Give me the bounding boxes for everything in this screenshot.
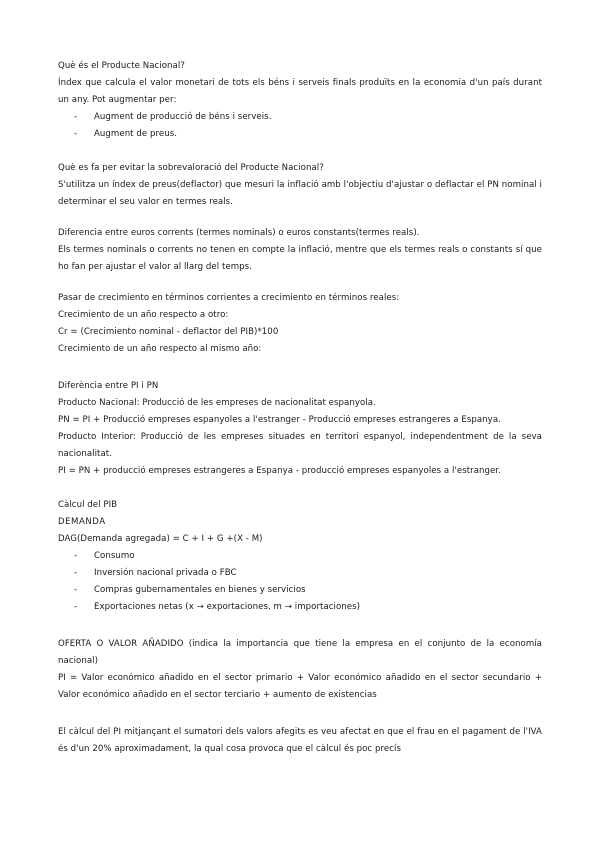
list-item: - Augment de preus. <box>74 129 178 139</box>
list-item: - Consumo <box>74 551 135 561</box>
section-title: Diferència entre PI i PN <box>58 381 159 391</box>
paragraph: El càlcul del PI mitjançant el sumatori dels valors afegits es veu afectat en que el frau en el pagament de l'IVA és d'un 20% aproximadament, la qual cosa provoca que el càlcul és poc precís <box>58 727 542 754</box>
text-line: Crecimiento de un año respecto a otro: <box>58 310 229 320</box>
section-title: Diferencia entre euros corrents (termes nominals) o euros constants(termes reals). <box>58 228 420 238</box>
section-pi-pn <box>58 378 542 480</box>
section-title: Què es fa per evitar la sobrevaloració del Producte Nacional? <box>58 163 324 173</box>
paragraph: Producto Interior: Producció de les empreses situades en territori espanyol, independentment de la seva nacionalitat. <box>58 432 542 459</box>
formula-line: Cr = (Crecimiento nominal - deflactor del PIB)*100 <box>58 327 279 337</box>
formula-paragraph: PI = Valor económico añadido en el sector primario + Valor económico añadido en el sector secundario + Valor económico añadido en el sector terciario + aumento de existencias <box>58 673 542 700</box>
section-title: OFERTA O VALOR AÑADIDO (indica la importancia que tiene la empresa en el conjunto de la economía nacional) <box>58 639 542 666</box>
text-line: Crecimiento de un año respecto al mismo año: <box>58 344 262 354</box>
paragraph: PI = PN + producció empreses estrangeres a Espanya - producció empreses espanyoles a l'estranger. <box>58 466 501 476</box>
list-item: - Augment de producció de béns i serveis. <box>74 112 272 122</box>
section-calcul-pib <box>58 497 542 616</box>
list-item: - Inversión nacional privada o FBC <box>74 568 237 578</box>
list-item: - Exportaciones netas (x → exportaciones, m → importaciones) <box>74 602 361 612</box>
paragraph: Índex que calcula el valor monetari de tots els béns i serveis finals produïts en la economia d'un país durant un any. Pot augmentar per: <box>58 78 542 105</box>
paragraph: PN = PI + Producció empreses espanyoles a l'estranger - Producció empreses estrangeres a Espanya. <box>58 415 501 425</box>
section-sobrevaloracio <box>58 160 542 211</box>
section-title: Pasar de crecimiento en términos corrientes a crecimiento en términos reales: <box>58 293 400 303</box>
section-oferta <box>58 636 542 704</box>
formula-line: DAG(Demanda agregada) = C + I + G +(X - M) <box>58 534 263 544</box>
paragraph: Producto Nacional: Producció de les empreses de nacionalitat espanyola. <box>58 398 376 408</box>
bullet-list <box>58 548 542 616</box>
section-crecimiento <box>58 290 542 358</box>
bullet-list <box>58 109 542 143</box>
paragraph: Els termes nominals o corrents no tenen en compte la inflació, mentre que els termes reals o constants sí que ho fan per ajustar el valor al llarg del temps. <box>58 245 542 272</box>
section-subtitle: DEMANDA <box>58 517 106 527</box>
paragraph: S'utilitza un índex de preus(deflactor) que mesuri la inflació amb l'objectiu d'ajustar o deflactar el PN nominal i determinar el seu valor en termes reals. <box>58 180 542 207</box>
section-title: Què és el Producte Nacional? <box>58 61 185 71</box>
section-title: Càlcul del PIB <box>58 500 118 510</box>
section-producte-nacional <box>58 58 542 143</box>
section-conclusio <box>58 724 542 758</box>
section-euros-corrents <box>58 225 542 276</box>
list-item: - Compras gubernamentales en bienes y servicios <box>74 585 306 595</box>
